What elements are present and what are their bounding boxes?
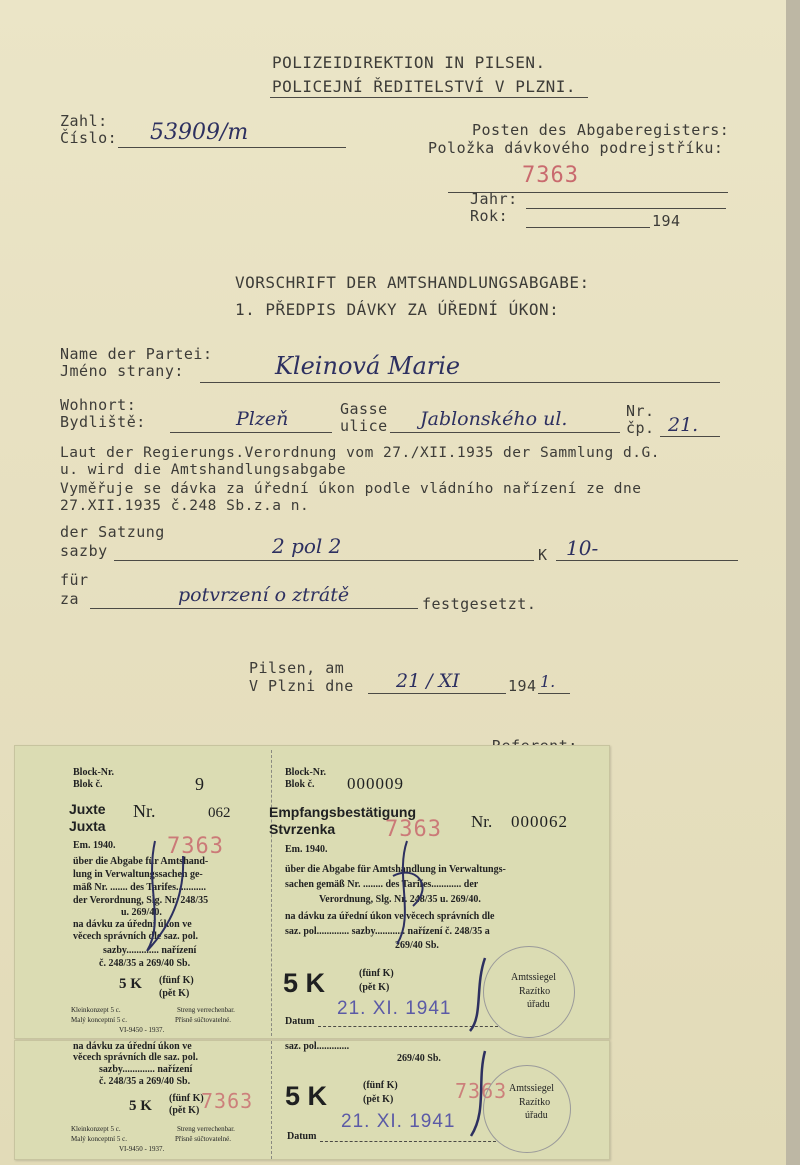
receipt-date-stamp: 21. XI. 1941 xyxy=(337,998,452,1019)
juxta-foot-3: VI-9450 - 1937. xyxy=(119,1026,165,1034)
lower-red-number: 7363 xyxy=(201,1089,254,1113)
za-label: za xyxy=(60,590,80,608)
cislo-value: 53909/m xyxy=(150,120,249,145)
rate-line xyxy=(114,560,534,561)
number-value: 21. xyxy=(668,414,699,436)
receipt-body-2: sachen gemäß Nr. ........ des Tarifes............ der xyxy=(285,879,479,890)
regulation-line-2: u. wird die Amtshandlungsabgabe xyxy=(60,462,347,478)
year-value: 194 xyxy=(652,212,681,230)
lower-seal-label-cz1: Razítko xyxy=(519,1097,551,1108)
jahr-line xyxy=(526,208,726,209)
lower-receipt-body-2: 269/40 Sb. xyxy=(397,1053,441,1064)
receipt-title-cz: Stvrzenka xyxy=(269,821,336,837)
fur-label: für xyxy=(60,571,89,589)
juxta-body-4: der Verordnung, Slg. Nr. 248/35 xyxy=(73,895,209,906)
party-line xyxy=(200,382,720,383)
jahr-label: Jahr: xyxy=(470,190,518,208)
header-underline xyxy=(270,97,588,98)
nr-label: Nr. xyxy=(626,402,655,420)
lower-receipt-price-cz: (pět K) xyxy=(363,1094,394,1105)
lower-body-3: sazby............. nařízení xyxy=(99,1064,193,1075)
receipt-block-number: 000009 xyxy=(347,774,404,793)
party-label-de: Name der Partei: xyxy=(60,345,213,363)
lower-seal-label-de: Amtssiegel xyxy=(509,1083,554,1094)
lower-foot-3: VI-9450 - 1937. xyxy=(119,1145,165,1153)
register-number: 7363 xyxy=(522,163,579,188)
block-label: Block-Nr. xyxy=(73,767,115,778)
juxta-label: Juxta xyxy=(69,818,106,834)
header-title-cz: POLICEJNÍ ŘEDITELSTVÍ V PLZNI. xyxy=(272,77,576,96)
number-line xyxy=(660,436,720,437)
juxta-foot-2-right: Přísně súčtovatelné. xyxy=(175,1016,231,1024)
cp-label: čp. xyxy=(626,419,655,437)
lower-datum-label: Datum xyxy=(287,1131,317,1142)
section-title-de: VORSCHRIFT DER AMTSHANDLUNGSABGABE: xyxy=(235,273,590,292)
juxta-foot-2-left: Malý konceptní 5 c. xyxy=(71,1016,127,1024)
regulation-line-4: 27.XII.1935 č.248 Sb.z.a n. xyxy=(60,498,310,514)
receipt-body-5: saz. pol............. sazby............ nařízení č. 248/35 a xyxy=(285,926,490,937)
zahl-label: Zahl: xyxy=(60,112,108,130)
amount-value: 10- xyxy=(566,536,599,560)
juxta-body-9: č. 248/35 a 269/40 Sb. xyxy=(99,958,191,969)
year-prefix: 194 xyxy=(508,677,537,695)
lower-foot-2-right: Přísně súčtovatelné. xyxy=(175,1135,231,1143)
date-value: 21 / XI xyxy=(396,670,460,692)
receipt-body-6: 269/40 Sb. xyxy=(395,940,439,951)
tax-stamp-upper xyxy=(14,745,610,1039)
block-number: 9 xyxy=(195,774,204,794)
receipt-body-3: Verordnung, Slg. Nr. 248/35 u. 269/40. xyxy=(319,894,481,905)
lower-price-de: (fünf K) xyxy=(169,1093,204,1104)
lower-seal-signature-mark xyxy=(471,1051,485,1136)
sazby-label: sazby xyxy=(60,542,108,560)
juxte-label: Juxte xyxy=(69,801,106,817)
juxta-body-5: u. 269/40. xyxy=(121,907,162,918)
festgesetzt-label: festgesetzt. xyxy=(422,595,537,613)
receipt-price: 5 K xyxy=(283,968,326,998)
lower-date-stamp: 21. XI. 1941 xyxy=(341,1111,456,1132)
plzni-label: V Plzni dne xyxy=(249,677,354,695)
lower-receipt-red-number: 7363 xyxy=(455,1079,508,1103)
juxta-body-3: mäß Nr. ....... des Tarifes............ xyxy=(73,882,206,893)
section-title-cz: 1. PŘEDPIS DÁVKY ZA ÚŘEDNÍ ÚKON: xyxy=(235,300,560,319)
year-suffix: 1. xyxy=(540,672,556,691)
lower-receipt-price-de: (fünf K) xyxy=(363,1080,398,1091)
pilsen-label: Pilsen, am xyxy=(249,659,345,677)
receipt-price-de: (fünf K) xyxy=(359,968,394,979)
ulice-label: ulice xyxy=(340,417,388,435)
receipt-title-de: Empfangsbestätigung xyxy=(269,804,417,820)
receipt-nr-value: 000062 xyxy=(511,812,568,831)
lower-body-4: č. 248/35 a 269/40 Sb. xyxy=(99,1076,191,1087)
cislo-line xyxy=(118,147,346,148)
juxta-body-1: über die Abgabe für Amtshand- xyxy=(73,856,209,867)
tax-stamp-lower xyxy=(14,1040,610,1160)
receipt-block-label: Block-Nr. xyxy=(285,767,327,778)
scan-edge xyxy=(786,0,800,1165)
lower-receipt-body-1: saz. pol............. xyxy=(285,1041,350,1052)
juxta-nr-value: 062 xyxy=(208,805,231,821)
receipt-price-cz: (pět K) xyxy=(359,982,390,993)
receipt-body-4: na dávku za úřední úkon ve věcech správních dle xyxy=(285,911,495,922)
satzung-label: der Satzung xyxy=(60,523,165,541)
purpose-value: potvrzení o ztrátě xyxy=(178,584,350,606)
receipt-nr-label: Nr. xyxy=(471,812,493,831)
ink-marks-upper xyxy=(15,746,609,1038)
receipt-signature-mark xyxy=(393,841,423,944)
lower-foot-1-left: Kleinkonzept 5 c. xyxy=(71,1125,121,1133)
party-label-cz: Jméno strany: xyxy=(60,362,184,380)
receipt-body-1: über die Abgabe für Amtshandlung in Verwaltungs- xyxy=(285,864,506,875)
seal-label-de: Amtssiegel xyxy=(511,972,556,983)
receipt-red-number: 7363 xyxy=(385,817,442,842)
city-value: Plzeň xyxy=(236,408,289,430)
rok-label: Rok: xyxy=(470,207,509,225)
seal-label-cz2: úřadu xyxy=(527,999,550,1010)
party-value: Kleinová Marie xyxy=(275,352,461,380)
juxta-body-8: sazby............. nařízení xyxy=(103,945,197,956)
regulation-line-1: Laut der Regierungs.Verordnung vom 27./XII.1935 der Sammlung d.G. xyxy=(60,445,660,461)
gasse-label: Gasse xyxy=(340,400,388,418)
rate-value: 2 pol 2 xyxy=(272,534,342,558)
bydliste-label: Bydliště: xyxy=(60,413,146,431)
blok-label: Blok č. xyxy=(73,779,103,790)
juxta-price-de: (fünf K) xyxy=(159,975,194,986)
k-label: K xyxy=(538,546,548,564)
polozka-label: Položka dávkového podrejstříku: xyxy=(428,139,724,157)
lower-body-2: věcech správních dle saz. pol. xyxy=(73,1052,198,1063)
juxta-price: 5 K xyxy=(119,976,142,992)
seal-label-cz1: Razítko xyxy=(519,986,551,997)
juxta-red-number: 7363 xyxy=(167,834,224,859)
juxta-signature-mark xyxy=(147,841,183,951)
juxta-foot-1-left: Kleinkonzept 5 c. xyxy=(71,1006,121,1014)
purpose-line xyxy=(90,608,418,609)
header-title-de: POLIZEIDIREKTION IN PILSEN. xyxy=(272,53,546,72)
wohnort-label: Wohnort: xyxy=(60,396,137,414)
year-line xyxy=(538,693,570,694)
juxta-em: Em. 1940. xyxy=(73,840,116,851)
lower-foot-2-left: Malý konceptní 5 c. xyxy=(71,1135,127,1143)
street-line xyxy=(390,432,620,433)
rok-line xyxy=(526,227,650,228)
receipt-blok-label: Blok č. xyxy=(285,779,315,790)
lower-receipt-price: 5 K xyxy=(285,1081,328,1111)
city-line xyxy=(170,432,332,433)
date-line xyxy=(368,693,506,694)
juxta-body-6: na dávku za úřední úkon ve xyxy=(73,919,192,930)
street-value: Jablonského ul. xyxy=(420,408,568,430)
juxta-body-7: věcech správních dle saz. pol. xyxy=(73,931,198,942)
posten-label: Posten des Abgaberegisters: xyxy=(472,121,730,139)
lower-body-1: na dávku za úřední úkon ve xyxy=(73,1041,192,1052)
juxta-price-cz: (pět K) xyxy=(159,988,190,999)
receipt-datum-label: Datum xyxy=(285,1016,315,1027)
regulation-line-3: Vyměřuje se dávka za úřední úkon podle vládního nařízení ze dne xyxy=(60,481,642,497)
lower-price-cz: (pět K) xyxy=(169,1105,200,1116)
ink-marks-lower xyxy=(15,1041,609,1159)
juxta-nr-label: Nr. xyxy=(133,801,156,821)
lower-foot-1-right: Streng verrechenbar. xyxy=(177,1125,235,1133)
seal-signature-mark xyxy=(470,958,485,1031)
cislo-label: Číslo: xyxy=(60,129,118,147)
juxta-foot-1-right: Streng verrechenbar. xyxy=(177,1006,235,1014)
amount-line xyxy=(556,560,738,561)
lower-seal-label-cz2: úřadu xyxy=(525,1110,548,1121)
lower-price: 5 K xyxy=(129,1098,152,1114)
receipt-em: Em. 1940. xyxy=(285,844,328,855)
juxta-body-2: lung in Verwaltungssachen ge- xyxy=(73,869,203,880)
